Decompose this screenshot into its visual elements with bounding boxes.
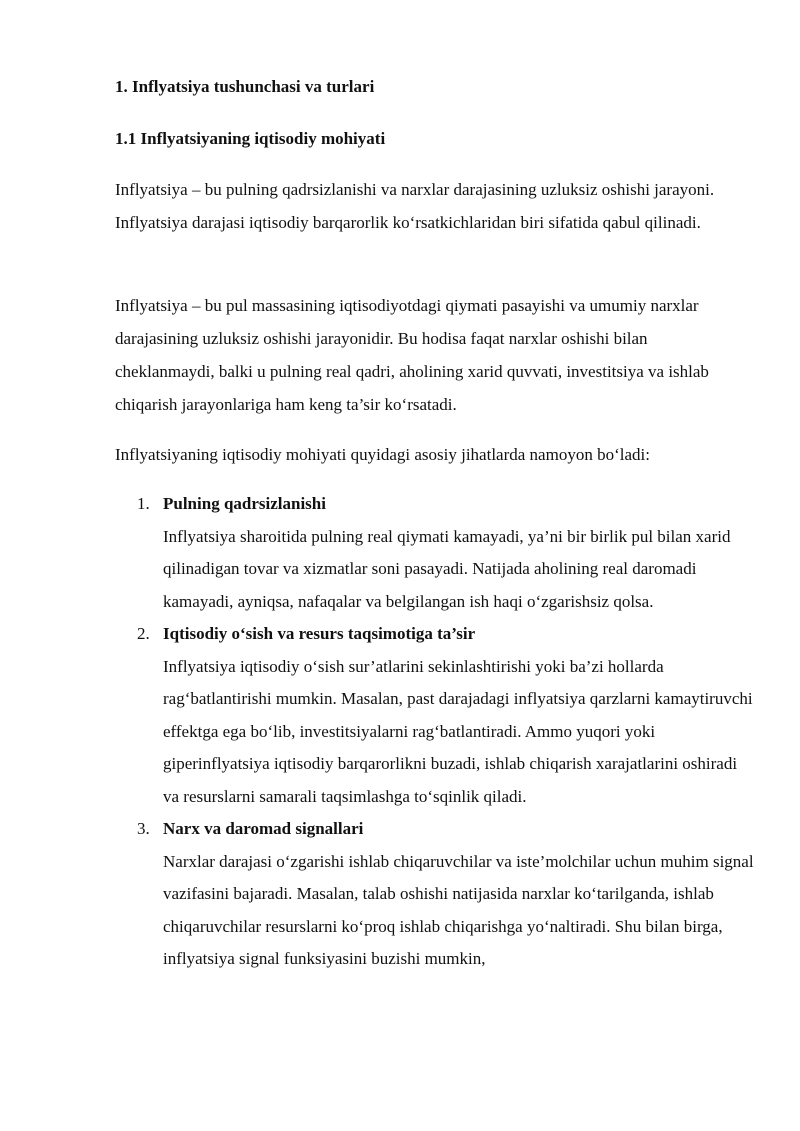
- paragraph-extended-definition: Inflyatsiya – bu pul massasining iqtisodiyotdagi qiymati pasayishi va umumiy narxlar darajasining uzluksiz oshishi jarayonidir. Bu hodisa faqat narxlar oshishi bilan cheklanmaydi, balki u pulning real qadri, aholining xarid quvvati, investitsiya va ishlab chiqarish jarayonlariga ham keng ta’sir ko‘rsatadi.: [115, 296, 709, 414]
- numbered-list: [115, 488, 755, 976]
- list-item-title: Narx va daromad signallari: [163, 819, 364, 838]
- paragraph-definition: Inflyatsiya – bu pulning qadrsizlanishi va narxlar darajasining uzluksiz oshishi jarayoni. Inflyatsiya darajasi iqtisodiy barqarorlik ko‘rsatkichlaridan biri sifatida qabul qilinadi.: [115, 180, 715, 232]
- list-item: [115, 618, 755, 813]
- list-item-title: Pulning qadrsizlanishi: [163, 494, 326, 513]
- list-item: [115, 488, 755, 618]
- list-item-text: Inflyatsiya iqtisodiy o‘sish sur’atlarini sekinlashtirishi yoki ba’zi hollarda rag‘batlantirishi mumkin. Masalan, past darajadagi inflyatsiya qarzlarni kamaytiruvchi effektga ega bo‘lib, investitsiyalarni rag‘batlantiradi. Ammo yuqori yoki giperinflyatsiya iqtisodiy barqarorlikni buzadi, ishlab chiqarish xarajatlarini oshiradi va resurslarni samarali taqsimlashga to‘sqinlik qiladi.: [163, 656, 753, 806]
- list-item-text: Inflyatsiya sharoitida pulning real qiymati kamayadi, ya’ni bir birlik pul bilan xarid qilinadigan tovar va xizmatlar soni pasayadi. Natijada aholining real daromadi kamayadi, ayniqsa, nafaqalar va belgilangan ish haqi o‘zgarishsiz qolsa.: [163, 526, 731, 611]
- list-marker: 2.: [137, 624, 150, 643]
- section-heading: 1. Inflyatsiya tushunchasi va turlari: [115, 77, 375, 96]
- subsection-heading: 1.1 Inflyatsiyaning iqtisodiy mohiyati: [115, 129, 386, 148]
- list-item-title: Iqtisodiy o‘sish va resurs taqsimotiga ta’sir: [163, 624, 476, 643]
- list-marker: 3.: [137, 819, 150, 838]
- paragraph-list-intro: Inflyatsiyaning iqtisodiy mohiyati quyidagi asosiy jihatlarda namoyon bo‘ladi:: [115, 445, 650, 464]
- list-item-text: Narxlar darajasi o‘zgarishi ishlab chiqaruvchilar va iste’molchilar uchun muhim signal vazifasini bajaradi. Masalan, talab oshishi natijasida narxlar ko‘tarilganda, ishlab chiqaruvchilar resurslarni ko‘proq ishlab chiqarishga yo‘naltiradi. Shu bilan birga, inflyatsiya signal funksiyasini buzishi mumkin,: [163, 851, 754, 968]
- list-marker: 1.: [137, 494, 150, 513]
- list-item: [115, 813, 755, 976]
